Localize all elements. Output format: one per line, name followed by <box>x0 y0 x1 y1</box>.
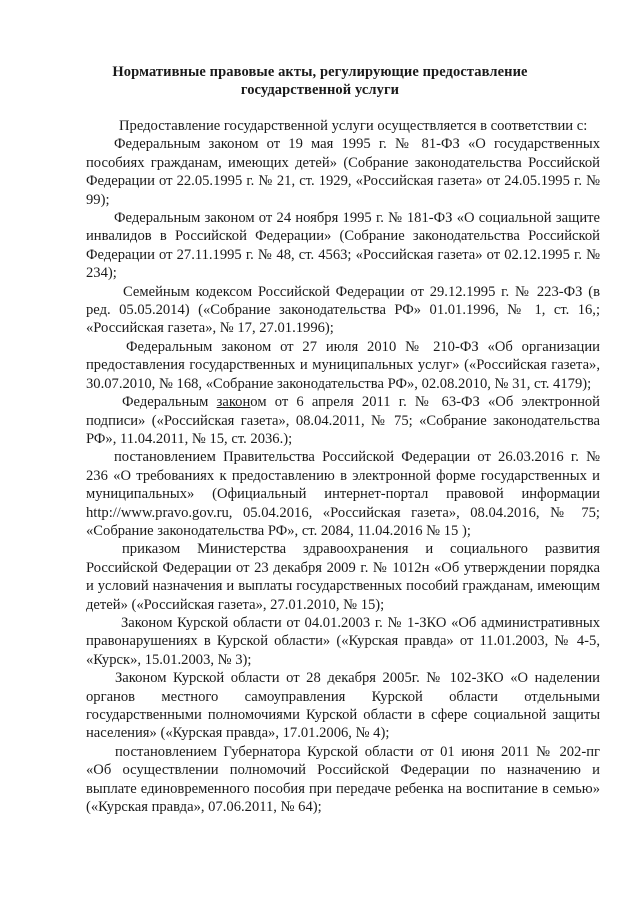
paragraph-order-1012n: приказом Министерства здравоохранения и социального развития Российской Федерации от 23 декабря 2009 г. № 1012н «Об утверждении порядка и условий назначения и выплаты государственных пособий гражданам, имеющим детей» («Российская газета», 27.01.2010, № 15); <box>86 541 600 613</box>
paragraph-law-210fz: Федеральным законом от 27 июля 2010 № 210-ФЗ «Об организации предоставления государственных и муниципальных услуг» («Российская газета», 30.07.2010, № 168, «Собрание законодательства РФ», 02.08.2010, № 31, ст. 4179); <box>86 338 600 392</box>
law-63fz-underlined: закон <box>216 394 251 411</box>
title-line-2: государственной услуги <box>240 82 400 98</box>
title-line-1: Нормативные правовые акты, регулирующие предоставление <box>112 64 528 80</box>
paragraph-family-code: Семейным кодексом Российской Федерации от 29.12.1995 г. № 223-ФЗ (в ред. 05.05.2014) («Собрание законодательства РФ» 01.01.1996, № 1, ст. 16,; «Российская газета», № 17, 27.01.1996); <box>86 283 600 337</box>
law-63fz-prefix: Федеральным <box>122 394 217 411</box>
paragraph-law-81fz: Федеральным законом от 19 мая 1995 г. № 81-ФЗ «О государственных пособиях гражданам, имеющих детей» (Собрание законодательства Российской Федерации от 22.05.1995 г. № 21, ст. 1929, «Российская газета» от 24.05.1995 г. № 99); <box>86 136 600 208</box>
paragraph-law-181fz: Федеральным законом от 24 ноября 1995 г. № 181-ФЗ «О социальной защите инвалидов в Российской Федерации» (Собрание законодательства Российской Федерации от 27.11.1995 г. № 48, ст. 4563; «Российская газета» от 02.12.1995 г. № 234); <box>86 210 600 282</box>
document-title <box>90 63 550 99</box>
paragraph-decree-236: постановлением Правительства Российской Федерации от 26.03.2016 г. № 236 «О требованиях к предоставлению в электронной форме государственных и муниципальных» (Официальный интернет-портал правовой информации http://www.pravo.gov.ru, 05.04.2016, «Российская газета», 08.04.2016, № 75; «Собрание законодательства РФ», ст. 2084, 11.04.2016 № 15 ); <box>86 449 600 539</box>
paragraph-governor-202pg: постановлением Губернатора Курской области от 01 июня 2011 № 202-пг «Об осуществлении полномочий Российской Федерации по назначению и выплате единовременного пособия при передаче ребенка на воспитание в семью» («Курская правда», 07.06.2011, № 64); <box>86 743 600 816</box>
paragraph-law-63fz <box>86 393 600 448</box>
law-63fz-rest: ом от 6 апреля 2011 г. № 63-ФЗ «Об электронной подписи» («Российская газета», 08.04.2011, № 75; «Собрание законодательства РФ», 11.04.2011, № 15, ст. 2036.); <box>86 394 600 447</box>
document-body <box>86 117 600 816</box>
paragraph-intro: Предоставление государственной услуги осуществляется в соответствии с: <box>119 118 588 134</box>
paragraph-kursk-1zko: Законом Курской области от 04.01.2003 г. № 1-ЗКО «Об административных правонарушениях в Курской области» («Курская правда» от 11.01.2003, № 4-5, «Курск», 15.01.2003, № 3); <box>86 614 600 668</box>
paragraph-kursk-102zko: Законом Курской области от 28 декабря 2005г. № 102-ЗКО «О наделении органов местного самоуправления Курской области отдельными государственными полномочиями Курской области в сфере социальной защиты населения» («Курская правда», 17.01.2006, № 4); <box>86 670 600 742</box>
